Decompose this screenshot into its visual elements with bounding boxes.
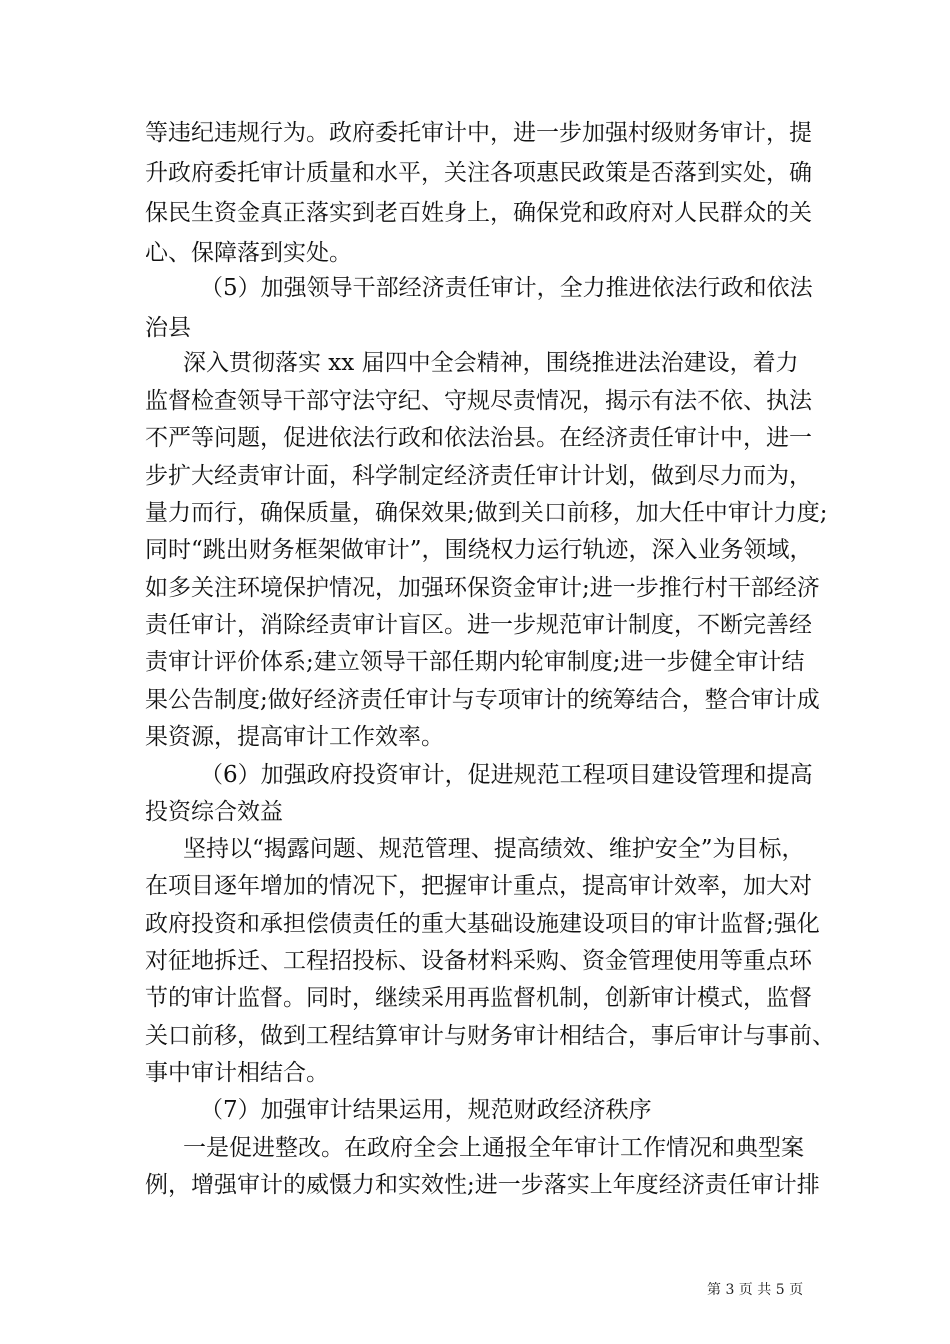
- text-line: 同时“跳出财务框架做审计”，围绕权力运行轨迹，深入业务领域，: [145, 537, 813, 563]
- text-line: 关口前移，做到工程结算审计与财务审计相结合，事后审计与事前、: [145, 1023, 835, 1049]
- text-line: 例，增强审计的威慑力和实效性;进一步落实上年度经济责任审计排: [145, 1172, 820, 1198]
- text-line: 心、保障落到实处。: [145, 240, 352, 266]
- text-line: 等违纪违规行为。政府委托审计中，进一步加强村级财务审计，提: [145, 120, 812, 146]
- text-line: 在项目逐年增加的情况下，把握审计重点，提高审计效率，加大对: [145, 873, 812, 899]
- text-line: 政府投资和承担偿债责任的重大基础设施建设项目的审计监督;强化: [145, 911, 820, 937]
- text-line: 事中审计相结合。: [145, 1060, 329, 1086]
- paragraph-start: 一是促进整改。在政府全会上通报全年审计工作情况和典型案: [183, 1135, 804, 1161]
- section-heading-6-cont: 投资综合效益: [145, 799, 283, 825]
- text-line: 如多关注环境保护情况，加强环保资金审计;进一步推行村干部经济: [145, 575, 820, 601]
- text-line: 果公告制度;做好经济责任审计与专项审计的统筹结合，整合审计成: [145, 687, 820, 713]
- text-line: 量力而行，确保质量，确保效果;做到关口前移，加大任中审计力度;: [145, 500, 828, 526]
- text-line: 果资源，提高审计工作效率。: [145, 724, 444, 750]
- text-line: 保民生资金真正落实到老百姓身上，确保党和政府对人民群众的关: [145, 200, 812, 226]
- paragraph-start: 坚持以“揭露问题、规范管理、提高绩效、维护安全”为目标，: [183, 836, 805, 862]
- section-heading-7: （7）加强审计结果运用，规范财政经济秩序: [200, 1097, 652, 1123]
- text-line: 升政府委托审计质量和水平，关注各项惠民政策是否落到实处，确: [145, 160, 812, 186]
- text-line: 对征地拆迁、工程招投标、设备材料采购、资金管理使用等重点环: [145, 948, 812, 974]
- text-line: 责任审计，消除经责审计盲区。进一步规范审计制度，不断完善经: [145, 612, 812, 638]
- text-line: 监督检查领导干部守法守纪、守规尽责情况，揭示有法不依、执法: [145, 388, 812, 414]
- text-line: 步扩大经责审计面，科学制定经济责任审计计划，做到尽力而为，: [145, 463, 812, 489]
- text-line: 不严等问题，促进依法行政和依法治县。在经济责任审计中，进一: [145, 425, 812, 451]
- text-line: 责审计评价体系;建立领导干部任期内轮审制度;进一步健全审计结: [145, 649, 805, 675]
- section-heading-6: （6）加强政府投资审计，促进规范工程项目建设管理和提高: [200, 762, 813, 788]
- page-number-footer: 第 3 页 共 5 页: [707, 1282, 804, 1298]
- section-heading-5-cont: 治县: [145, 315, 191, 341]
- text-line: 节的审计监督。同时，继续采用再监督机制，创新审计模式，监督: [145, 985, 812, 1011]
- paragraph-start: 深入贯彻落实 xx 届四中全会精神，围绕推进法治建设，着力: [183, 350, 799, 376]
- section-heading-5: （5）加强领导干部经济责任审计，全力推进依法行政和依法: [200, 275, 813, 301]
